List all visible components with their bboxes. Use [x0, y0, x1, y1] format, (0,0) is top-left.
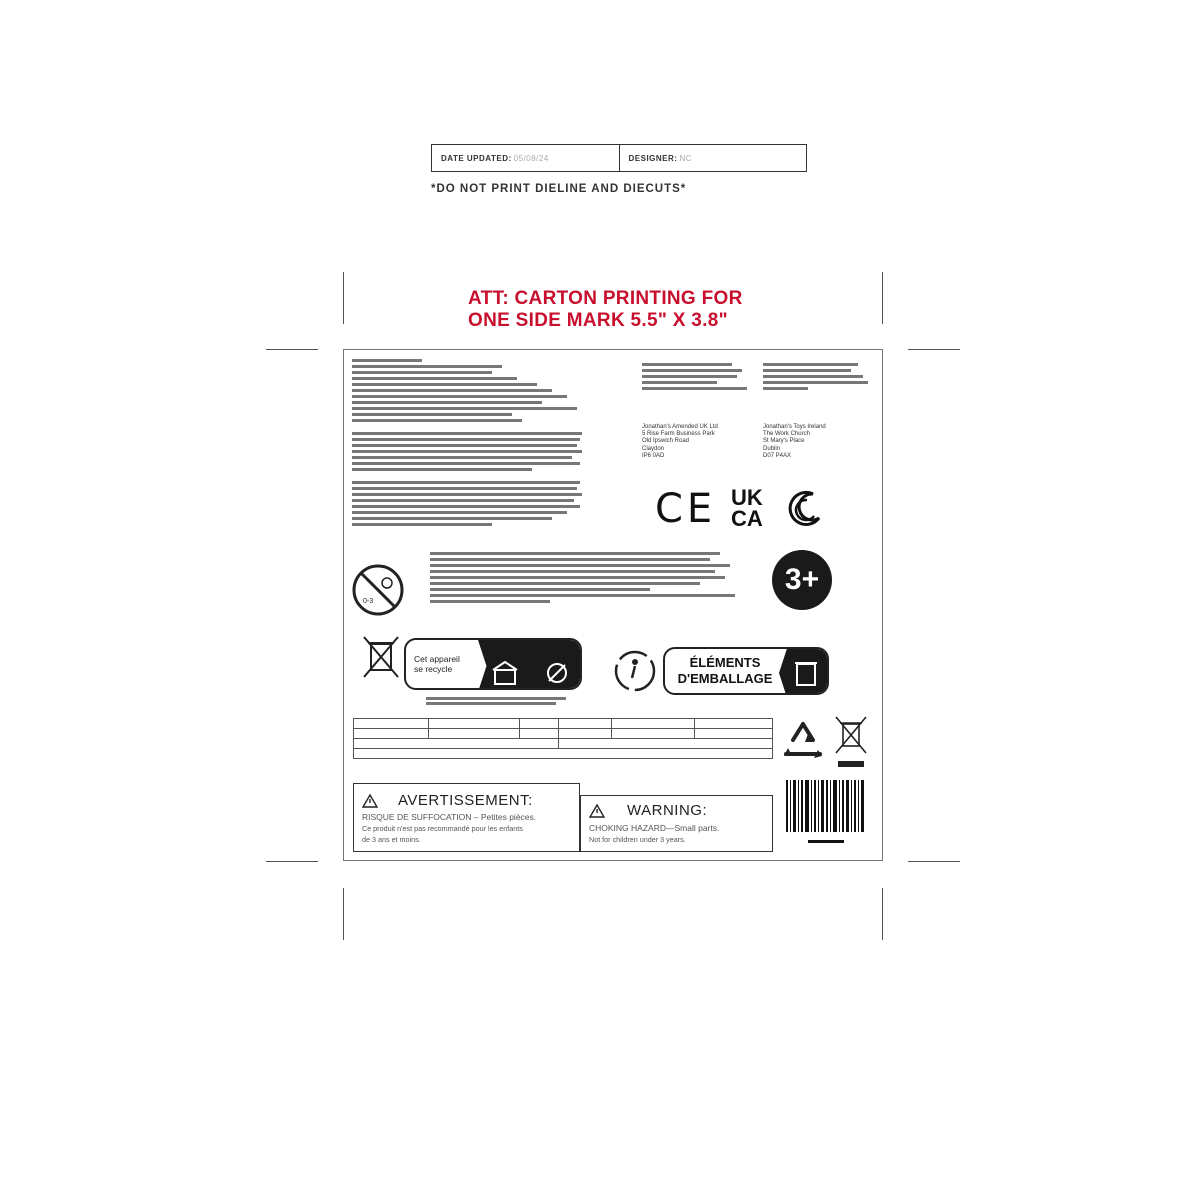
- cut-mark: [343, 888, 344, 940]
- cut-mark: [266, 861, 318, 862]
- warning-en-line-1: CHOKING HAZARD—Small parts.: [589, 823, 720, 833]
- svg-text:0-3: 0-3: [363, 598, 374, 605]
- recycle-bin-icon: [793, 659, 819, 687]
- cut-mark: [266, 349, 318, 350]
- table-row: [354, 749, 773, 759]
- designer-cell: [619, 145, 807, 171]
- warning-fr-box: [353, 783, 580, 852]
- cut-mark: [908, 861, 960, 862]
- warning-en-box: [580, 795, 773, 852]
- warning-en-title-row: [589, 802, 707, 819]
- table-cell: [695, 719, 773, 729]
- table-cell: [612, 719, 695, 729]
- attention-line-2: ONE SIDE MARK 5.5" X 3.8": [468, 310, 728, 331]
- print-note: *DO NOT PRINT DIELINE AND DIECUTS*: [431, 183, 687, 195]
- warning-fr-line-3: de 3 ans et moins.: [362, 835, 421, 844]
- warning-en-line-2: Not for children under 3 years.: [589, 835, 686, 844]
- table-cell: [520, 729, 559, 739]
- ukca-bottom: CA: [731, 506, 763, 531]
- collection-point-icon: [544, 660, 570, 686]
- date-cell: [432, 145, 619, 171]
- table-row: [354, 739, 773, 749]
- table-cell: [429, 729, 520, 739]
- small-crossed-bin-icon: [834, 715, 868, 771]
- designer-value: NC: [679, 153, 693, 163]
- table-row: [354, 729, 773, 739]
- barcode-icon: [786, 780, 866, 846]
- fine-print-left: [352, 356, 584, 529]
- ukca-top: UK: [731, 485, 763, 510]
- multilingual-warnings: [430, 549, 735, 606]
- table-cell: [559, 719, 612, 729]
- packaging-text: [675, 655, 775, 687]
- recycle-icon: [780, 720, 826, 764]
- ie-address: Jonathan's Toys Ireland The Work Church St Mary's Place Dublin D07 P4AX: [763, 424, 826, 459]
- table-row: [354, 719, 773, 729]
- warning-en-text: [589, 823, 769, 845]
- warning-fr-text: [362, 812, 577, 845]
- device-recycle-text: [414, 654, 460, 674]
- device-recycle-pill: [404, 638, 582, 690]
- table-cell: [559, 729, 612, 739]
- ce-mark: CE: [655, 486, 717, 532]
- materials-table: [353, 718, 773, 759]
- no-small-children-icon: [351, 563, 405, 617]
- device-text-2: se recycle: [414, 664, 453, 674]
- crossed-bin-icon: [361, 634, 401, 680]
- warning-triangle-icon: [362, 794, 378, 808]
- table-cell: [612, 729, 695, 739]
- table-cell: [559, 739, 773, 749]
- info-box: [431, 144, 807, 172]
- warning-fr-title-row: [362, 792, 533, 809]
- moon-recycle-icon: [783, 488, 823, 528]
- attention-line-1: ATT: CARTON PRINTING FOR: [468, 288, 743, 309]
- device-text-1: Cet appareil: [414, 654, 460, 664]
- shop-icon: [492, 660, 518, 686]
- cut-mark: [882, 272, 883, 324]
- table-cell: [354, 719, 429, 729]
- ukca-mark: [731, 487, 763, 529]
- table-cell: [354, 739, 559, 749]
- table-cell: [354, 749, 773, 759]
- warning-fr-line-2: Ce produit n'est pas recommandé pour les enfants: [362, 824, 523, 833]
- table-cell: [354, 729, 429, 739]
- packaging-pill: [663, 647, 829, 695]
- triman-icon: [612, 648, 658, 694]
- table-cell: [429, 719, 520, 729]
- designer-label: DESIGNER:: [628, 153, 678, 163]
- table-cell: [695, 729, 773, 739]
- cut-mark: [908, 349, 960, 350]
- age-badge: 3+: [772, 550, 832, 610]
- fine-print-right-b: [763, 360, 873, 393]
- cut-mark: [343, 272, 344, 324]
- warning-triangle-icon: [589, 804, 605, 818]
- warning-fr-title: AVERTISSEMENT:: [398, 792, 533, 809]
- uk-address: Jonathan's Amended UK Ltd 5 Rise Farm Business Park Old Ipswich Road Claydon IP6 0AD: [642, 424, 718, 459]
- recycle-fine-print: [426, 695, 566, 707]
- table-cell: [520, 719, 559, 729]
- date-value: 05/08/24: [513, 153, 549, 163]
- attention-title: [468, 288, 788, 332]
- cut-mark: [882, 888, 883, 940]
- packaging-line-2: D'EMBALLAGE: [677, 671, 773, 686]
- packaging-line-1: ÉLÉMENTS: [689, 655, 761, 670]
- warning-en-title: WARNING:: [627, 802, 708, 819]
- fine-print-right-a: [642, 360, 752, 393]
- date-label: DATE UPDATED:: [441, 153, 512, 163]
- warning-fr-line-1: RISQUE DE SUFFOCATION – Petites pièces.: [362, 812, 537, 822]
